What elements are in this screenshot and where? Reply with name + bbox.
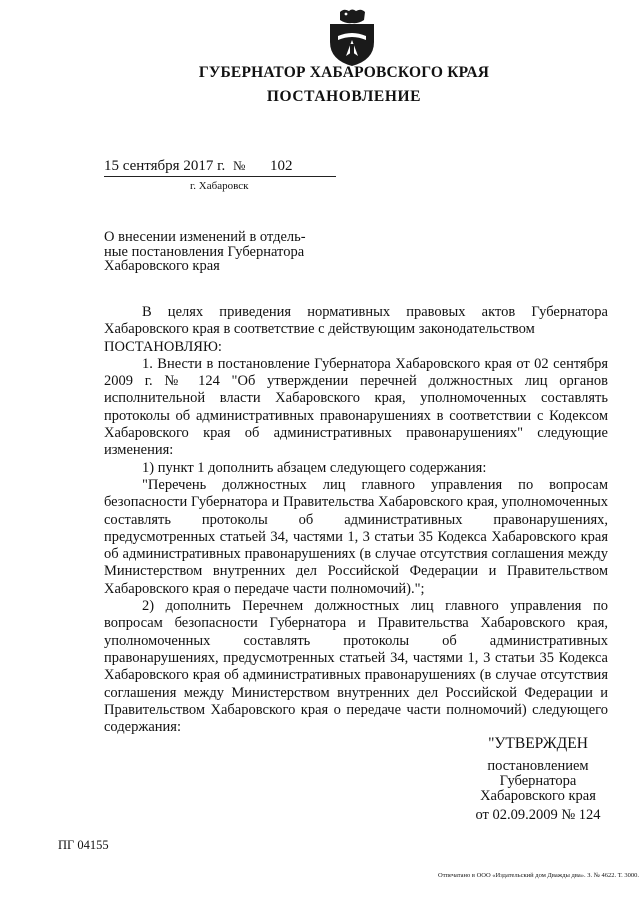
subitem-2-paragraph: 2) дополнить Перечнем должностных лиц главного управления по вопросам безопасности Губернатора и Правительства Хабаровского края, уполномоченных составлять протоколы об административных правонарушениях, предусмотренных статьей 34, частями 1, 3 статьи 35 Кодекса Хабаровского края об административных правонарушениях (в случае отсутствия соглашения между Министерством внутренних дел Российской Федерации и Правительством Хабаровского края о передаче части полномочий) следующего содержания: <box>104 598 608 736</box>
document-number: 102 <box>270 158 293 174</box>
approval-line: Губернатора <box>499 773 577 789</box>
date-underline <box>104 176 336 177</box>
subject-line: ные постановления Губернатора <box>104 243 305 260</box>
approval-line: Хабаровского края <box>480 788 596 804</box>
form-code: ПГ 04155 <box>58 838 109 852</box>
subject-line: О внесении изменений в отдель- <box>104 229 306 245</box>
approval-line: постановлением <box>487 758 589 774</box>
approval-line: от 02.09.2009 № 124 <box>475 807 601 823</box>
document-date: 15 сентября 2017 г. <box>104 158 226 174</box>
quote-paragraph: "Перечень должностных лиц главного управления по вопросам безопасности Губернатора и Правительства Хабаровского края, уполномоченных составлять протоколы об административных правонарушениях, предусмотренных статьей 34, частями 1, 3 статьи 35 Кодекса Хабаровского края об административных правонарушениях (в случае отсутствия соглашения между Министерством внутренних дел Российской Федерации и Правительством Хабаровского края о передаче части полномочий)."; <box>104 476 608 597</box>
decree-word: ПОСТАНОВЛЯЮ: <box>104 338 222 355</box>
approval-title: "УТВЕРЖДЕН <box>488 735 588 752</box>
preamble-paragraph: В целях приведения нормативных правовых актов Губернатора Хабаровского края в соответствие с действующим законодательством <box>104 304 608 338</box>
item-1-paragraph: 1. Внести в постановление Губернатора Хабаровского края от 02 сентября 2009 г. № 124 "Об утверждении перечней должностных лиц органов исполнительной власти Хабаровского края, уполномоченных составлять протоколы об административных правонарушениях в соответствии с Кодексом Хабаровского края об административных правонарушениях" следующие изменения: <box>104 355 608 459</box>
coat-of-arms <box>322 6 382 68</box>
issuing-authority: ГУБЕРНАТОР ХАБАРОВСКОГО КРАЯ <box>198 64 490 81</box>
document-body <box>104 304 608 736</box>
number-label: № <box>233 158 246 173</box>
subitem-1-paragraph: 1) пункт 1 дополнить абзацем следующего содержания: <box>142 459 487 476</box>
khabarovsk-coat-of-arms-icon <box>322 6 382 68</box>
approval-block <box>468 736 608 823</box>
document-type: ПОСТАНОВЛЕНИЕ <box>266 88 422 105</box>
subject-line: Хабаровского края <box>104 258 220 274</box>
document-subject <box>104 230 306 274</box>
date-number-line <box>104 158 293 175</box>
print-note: Отпечатано в ООО «Издательский дом Дважды два». З. № 4622. Т. 3000. <box>438 872 639 879</box>
document-city: г. Хабаровск <box>190 180 249 192</box>
